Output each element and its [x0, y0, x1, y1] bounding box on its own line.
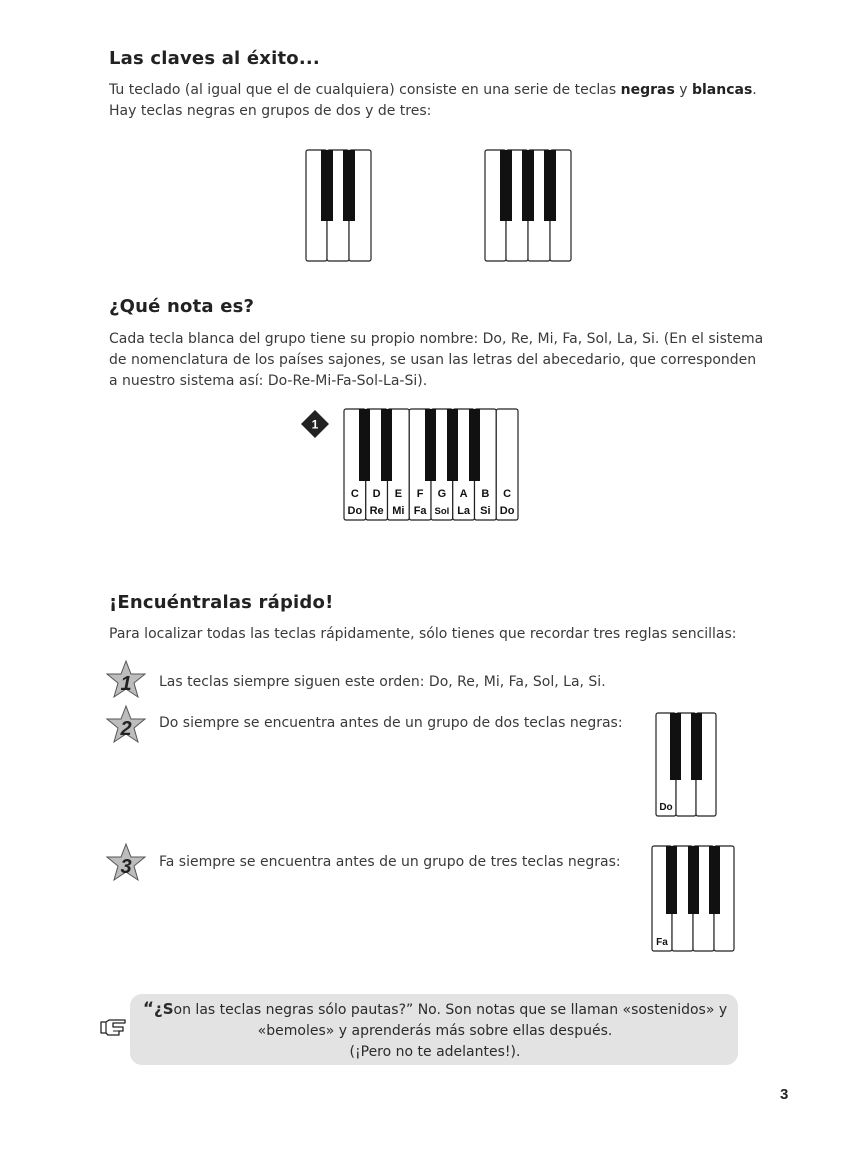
pointing-hand-icon [99, 1018, 127, 1036]
keys-paragraph-line2: Hay teclas negras en grupos de dos y de tres: [109, 103, 432, 119]
rule-3-star-icon [106, 842, 146, 882]
key-solfege-label: Do [499, 505, 515, 517]
key-letter-label: B [481, 488, 490, 500]
three-black-keys-diagram [484, 149, 574, 263]
tip-text [140, 999, 730, 1063]
two-black-keys-diagram [305, 149, 373, 263]
tip-line-2: «bemoles» y aprenderás más sobre ellas después. [257, 1023, 613, 1039]
key-solfege-label: Sol [434, 506, 450, 517]
key-letter-label: E [394, 488, 403, 500]
key-solfege-label: Re [369, 505, 384, 517]
key-letter-label: F [416, 488, 424, 500]
svg-text:3: 3 [120, 856, 132, 878]
badge-number: 1 [311, 417, 319, 432]
do-keyboard-diagram [655, 712, 719, 818]
white-key [496, 409, 518, 520]
section-title-find: ¡Encuéntralas rápido! [109, 592, 334, 613]
rule-1-text: Las teclas siempre siguen este orden: Do, Re, Mi, Fa, Sol, La, Si. [159, 674, 606, 690]
key-letter-label: C [350, 488, 359, 500]
key-letter-label: A [459, 488, 468, 500]
svg-text:1: 1 [120, 673, 132, 695]
key-solfege-label: Do [347, 505, 363, 517]
octave-keyboard-diagram [343, 408, 519, 522]
fa-key-label: Fa [656, 937, 668, 948]
rule-3-text: Fa siempre se encuentra antes de un grupo de tres teclas negras: [159, 854, 621, 870]
key-solfege-label: Si [480, 505, 491, 517]
key-letter-label: C [503, 488, 512, 500]
key-letter-label: D [372, 488, 381, 500]
keys-paragraph-line1: Tu teclado (al igual que el de cualquiera) consiste en una serie de teclas negras y blancas. [109, 82, 757, 98]
page-number: 3 [780, 1086, 789, 1103]
diagram-number-badge [300, 409, 330, 439]
key-solfege-label: La [457, 505, 471, 517]
key-solfege-label: Fa [413, 505, 427, 517]
note-paragraph-line3: a nuestro sistema así: Do-Re-Mi-Fa-Sol-La-Si). [109, 373, 428, 389]
rule-1-star-icon [106, 659, 146, 699]
rule-2-text: Do siempre se encuentra antes de un grupo de dos teclas negras: [159, 715, 623, 731]
tip-line-3: (¡Pero no te adelantes!). [349, 1044, 521, 1060]
svg-text:2: 2 [120, 718, 132, 740]
rule-2-star-icon [106, 704, 146, 744]
section-title-note: ¿Qué nota es? [109, 296, 255, 317]
do-key-label: Do [659, 802, 673, 813]
key-letter-label: G [437, 488, 447, 500]
tip-line-1: “¿Son las teclas negras sólo pautas?” No. Son notas que se llaman «sostenidos» y [142, 999, 728, 1019]
note-paragraph-line2: de nomenclatura de los países sajones, se usan las letras del abecedario, que corresponden [109, 352, 757, 368]
find-intro: Para localizar todas las teclas rápidamente, sólo tienes que recordar tres reglas sencillas: [109, 626, 737, 642]
key-solfege-label: Mi [392, 505, 405, 517]
note-paragraph-line1: Cada tecla blanca del grupo tiene su propio nombre: Do, Re, Mi, Fa, Sol, La, Si. (En el sistema [109, 331, 764, 347]
section-title-keys: Las claves al éxito... [109, 48, 320, 69]
fa-keyboard-diagram [651, 845, 737, 953]
